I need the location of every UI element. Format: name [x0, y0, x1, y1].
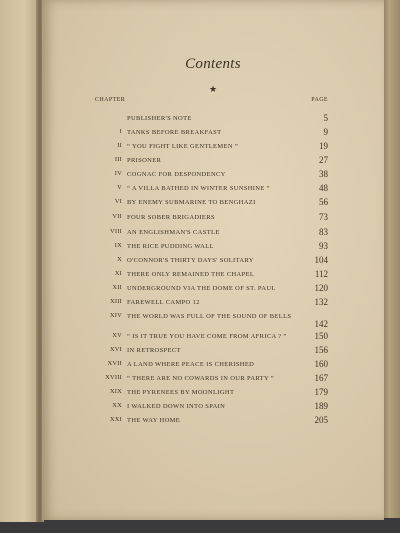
page-number: 83: [319, 227, 328, 237]
chapter-title: “ A VILLA BATHED IN WINTER SUNSHINE ”: [127, 185, 270, 192]
chapter-title: COGNAC FOR DESPONDENCY: [127, 171, 226, 178]
chapter-number: XVII: [107, 360, 122, 367]
page-number: 167: [314, 373, 328, 383]
page-number: 5: [323, 113, 328, 123]
chapter-number: XVIII: [105, 374, 122, 381]
chapter-title: IN RETROSPECT: [127, 347, 181, 354]
chapter-title: PUBLISHER'S NOTE: [127, 115, 192, 122]
chapter-number: VIII: [110, 228, 122, 235]
contents-page: [42, 0, 384, 520]
chapter-title: THERE ONLY REMAINED THE CHAPEL: [127, 271, 255, 278]
chapter-number: II: [117, 142, 122, 149]
chapter-number: III: [114, 156, 122, 163]
page-number: 120: [314, 283, 328, 293]
chapter-title: PRISONER: [127, 157, 162, 164]
page-number: 104: [314, 255, 328, 265]
page-number: 38: [319, 169, 328, 179]
chapter-number: XIX: [109, 388, 122, 395]
chapter-number: XV: [112, 332, 122, 339]
page-number: 19: [319, 141, 328, 151]
chapter-title: “ THERE ARE NO COWARDS IN OUR PARTY ”: [127, 375, 275, 382]
toc-list: [42, 0, 384, 520]
facing-page: [0, 0, 40, 522]
page-number: 156: [314, 345, 328, 355]
chapter-title: BY ENEMY SUBMARINE TO BENGHAZI: [127, 199, 256, 206]
chapter-title: TANKS BEFORE BREAKFAST: [127, 129, 222, 136]
chapter-title: “ IS IT TRUE YOU HAVE COME FROM AFRICA ? ”: [127, 333, 287, 340]
chapter-title: “ YOU FIGHT LIKE GENTLEMEN ”: [127, 143, 239, 150]
chapter-number: IX: [114, 242, 122, 249]
chapter-number: XVI: [109, 346, 122, 353]
page-number: 112: [314, 269, 328, 279]
chapter-title: THE RICE PUDDING WALL: [127, 243, 214, 250]
chapter-title: AN ENGLISHMAN'S CASTLE: [127, 229, 220, 236]
chapter-number: XIV: [109, 312, 122, 319]
page-number: 27: [319, 155, 328, 165]
page-number: 93: [319, 241, 328, 251]
page-column-header: PAGE: [311, 97, 328, 103]
chapter-title: THE WAY HOME: [127, 417, 181, 424]
page-number: 73: [319, 212, 328, 222]
chapter-title: O'CONNOR'S THIRTY DAYS' SOLITARY: [127, 257, 254, 264]
book-cover-edge: [382, 0, 400, 533]
page-number: 205: [314, 415, 328, 425]
chapter-number: XXI: [109, 416, 122, 423]
page-title: Contents: [185, 56, 241, 72]
chapter-number: VII: [112, 213, 122, 220]
page-number: 56: [319, 197, 328, 207]
chapter-title: A LAND WHERE PEACE IS CHERISHED: [127, 361, 255, 368]
page-number: 142: [314, 319, 328, 329]
chapter-title: FOUR SOBER BRIGADIERS: [127, 214, 215, 221]
page-number: 189: [314, 401, 328, 411]
chapter-number: IV: [114, 170, 122, 177]
chapter-title: FAREWELL CAMPO 12: [127, 299, 200, 306]
chapter-number: XX: [112, 402, 122, 409]
chapter-number: VI: [114, 198, 122, 205]
chapter-number: XIII: [110, 298, 122, 305]
page-number: 48: [319, 183, 328, 193]
chapter-title: THE WORLD WAS FULL OF THE SOUND OF BELLS: [127, 313, 292, 320]
page-number: 132: [314, 297, 328, 307]
page-number: 160: [314, 359, 328, 369]
chapter-column-header: CHAPTER: [95, 97, 126, 103]
page-number: 9: [323, 127, 328, 137]
chapter-number: X: [117, 256, 122, 263]
page-number: 150: [314, 331, 328, 341]
chapter-number: XII: [112, 284, 122, 291]
table-surface: [0, 518, 400, 533]
chapter-number: V: [117, 184, 122, 191]
chapter-title: THE PYRENEES BY MOONLIGHT: [127, 389, 235, 396]
page-number: 179: [314, 387, 328, 397]
chapter-title: I WALKED DOWN INTO SPAIN: [127, 403, 226, 410]
chapter-number: XI: [114, 270, 122, 277]
star-ornament-icon: ★: [208, 84, 218, 94]
chapter-title: UNDERGROUND VIA THE DOME OF ST. PAUL: [127, 285, 276, 292]
chapter-number: I: [119, 128, 122, 135]
